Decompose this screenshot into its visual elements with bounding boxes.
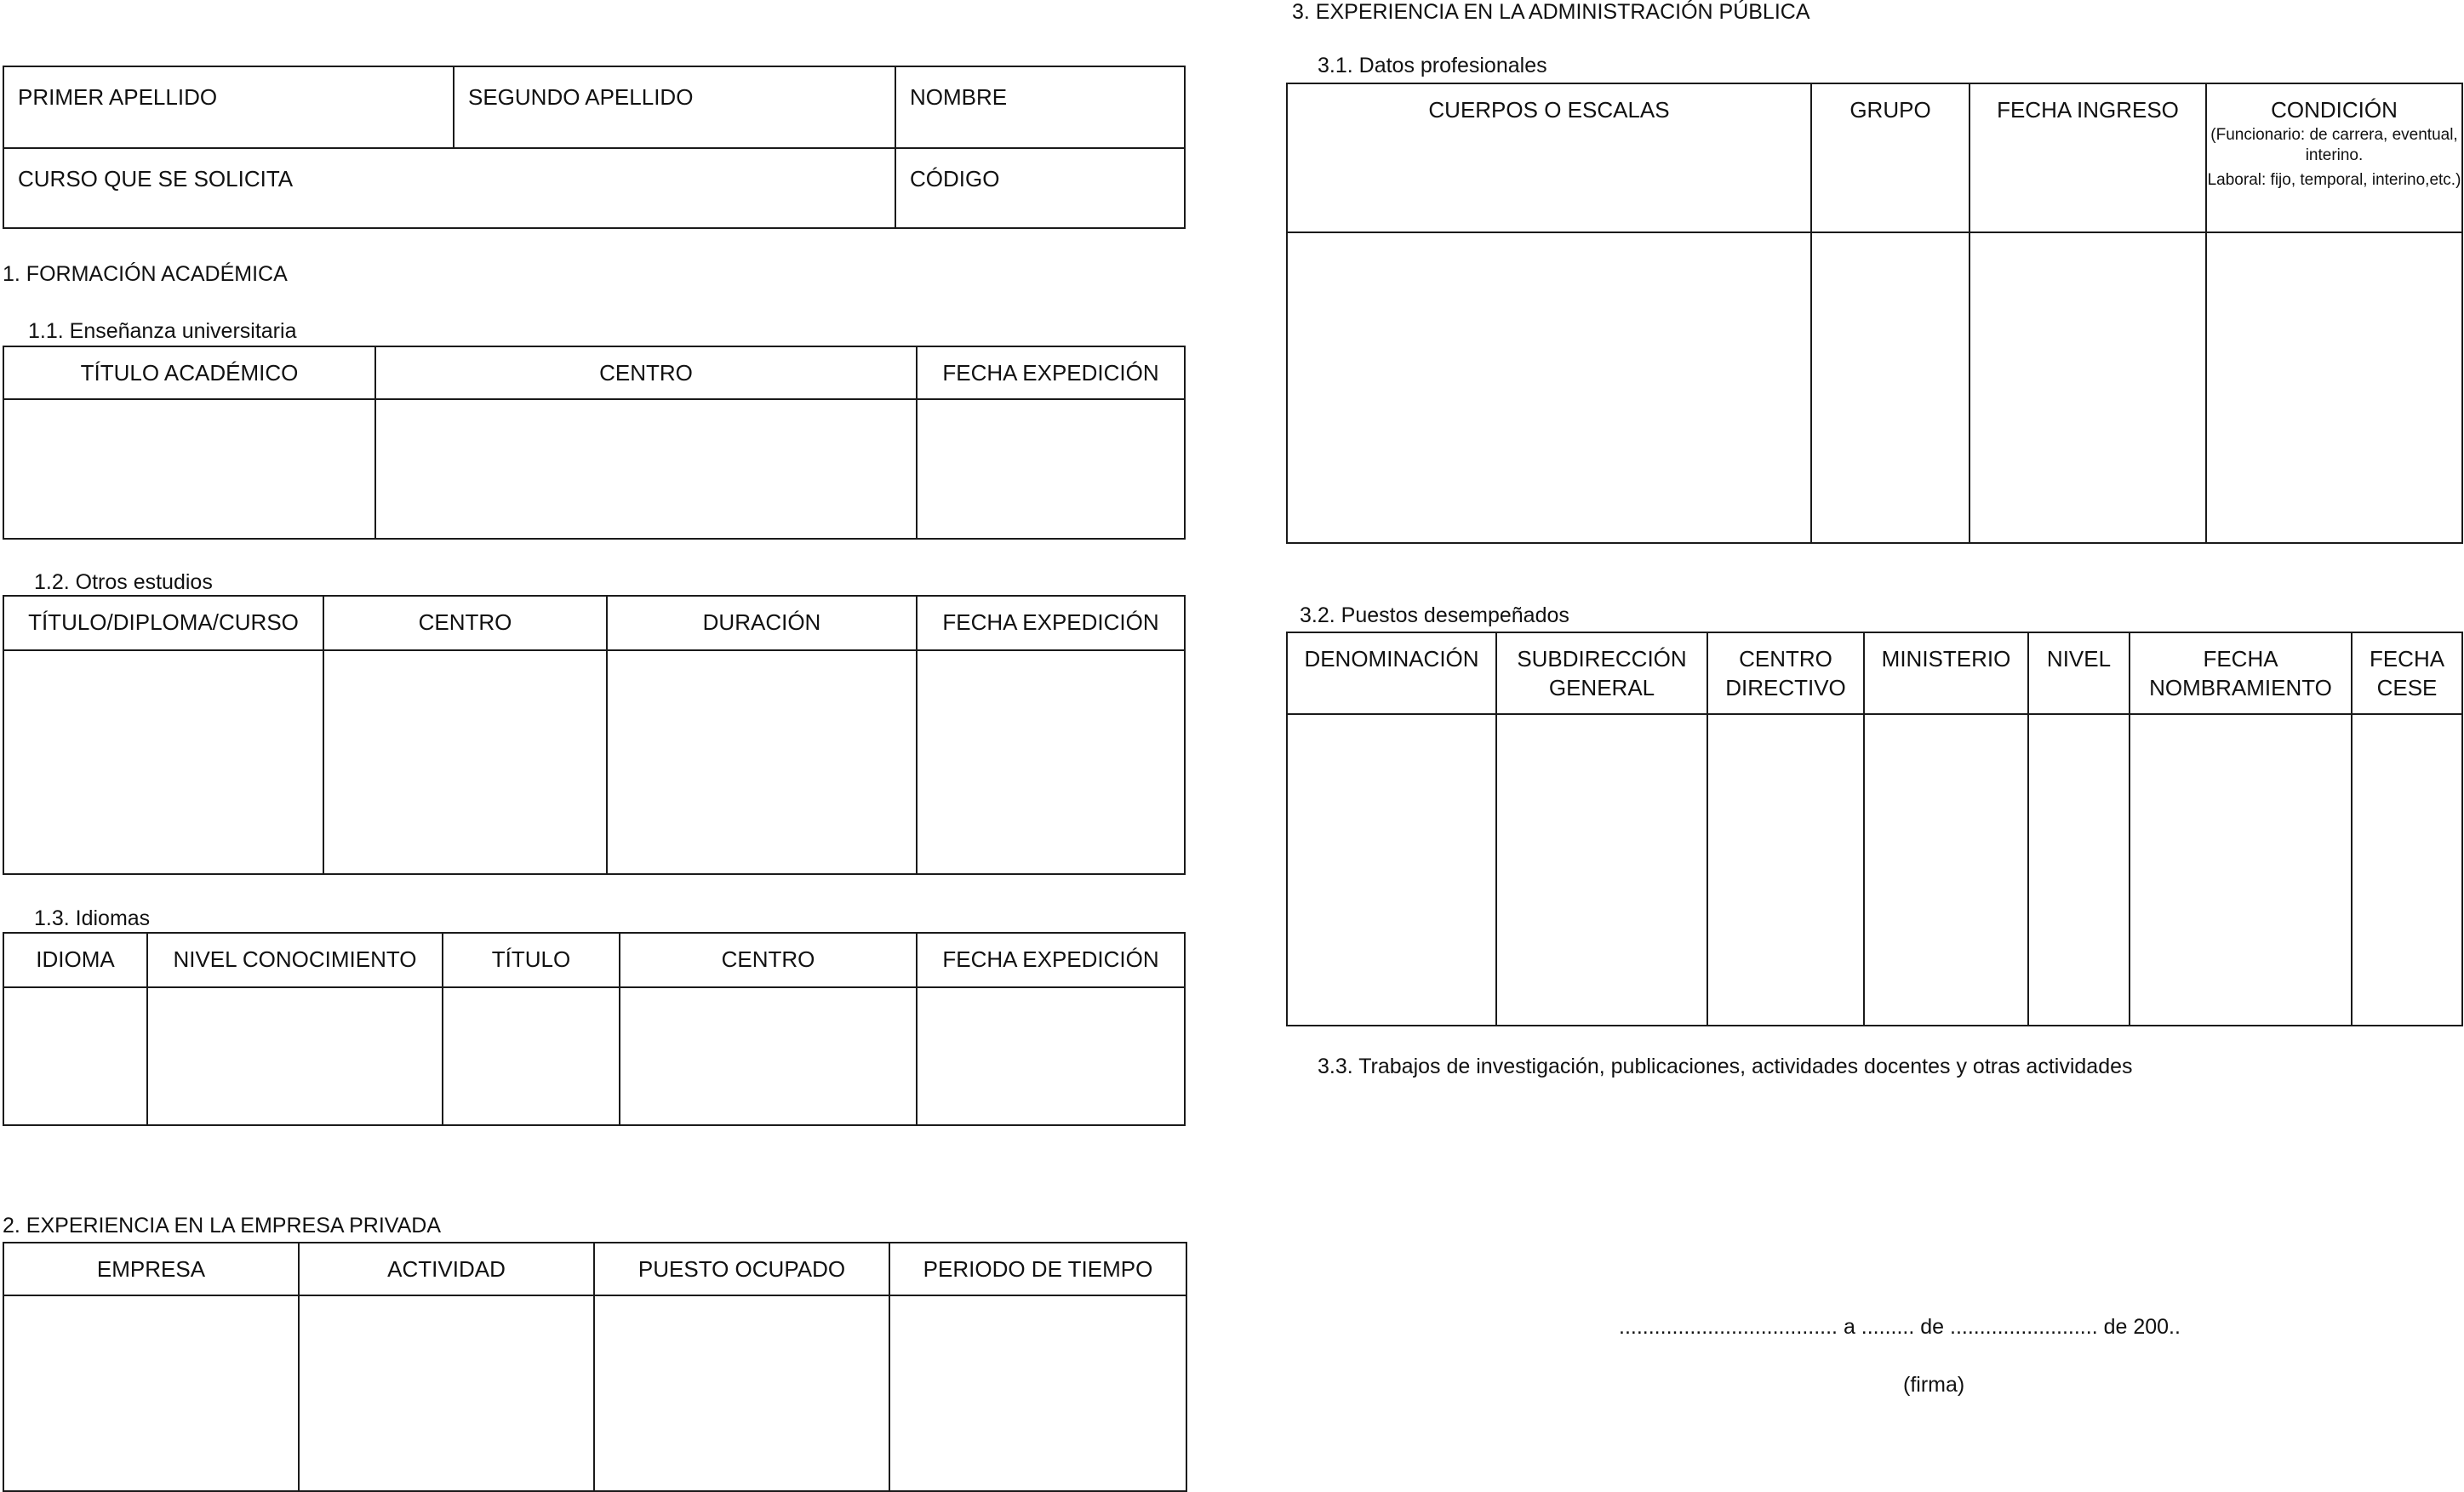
condicion-label: CONDICIÓN bbox=[2271, 97, 2398, 123]
col-periodo-de-tiempo: PERIODO DE TIEMPO bbox=[889, 1243, 1186, 1295]
subdireccion-general-cell[interactable] bbox=[1496, 714, 1707, 1026]
col-denominacion: DENOMINACIÓN bbox=[1287, 632, 1496, 714]
applicant-header-table bbox=[3, 66, 1186, 229]
col-titulo-diploma-curso: TÍTULO/DIPLOMA/CURSO bbox=[3, 596, 323, 650]
empresa-cell[interactable] bbox=[3, 1295, 299, 1491]
segundo-apellido-field[interactable] bbox=[454, 66, 895, 148]
condicion-note-funcionario: (Funcionario: de carrera, eventual, interino. bbox=[2210, 125, 2458, 164]
col-duracion: DURACIÓN bbox=[607, 596, 917, 650]
col-centro: CENTRO bbox=[323, 596, 607, 650]
col-fecha-nombramiento: FECHA NOMBRAMIENTO bbox=[2130, 632, 2352, 714]
nivel-conocimiento-cell[interactable] bbox=[147, 987, 443, 1125]
col-empresa: EMPRESA bbox=[3, 1243, 299, 1295]
firma-label: (firma) bbox=[1903, 1373, 1965, 1397]
duracion-cell[interactable] bbox=[607, 650, 917, 874]
col-nivel: NIVEL bbox=[2028, 632, 2130, 714]
codigo-label: CÓDIGO bbox=[910, 166, 1000, 192]
col-subdireccion-general: SUBDIRECCIÓN GENERAL bbox=[1496, 632, 1707, 714]
col-fecha-expedicion: FECHA EXPEDICIÓN bbox=[917, 933, 1185, 987]
section-1-3-title: 1.3. Idiomas bbox=[34, 906, 151, 930]
col-grupo: GRUPO bbox=[1811, 83, 1969, 232]
section-2-title: 2. EXPERIENCIA EN LA EMPRESA PRIVADA bbox=[3, 1214, 442, 1238]
primer-apellido-field[interactable] bbox=[3, 66, 454, 148]
denominacion-cell[interactable] bbox=[1287, 714, 1496, 1026]
section-3-1-title: 3.1. Datos profesionales bbox=[1318, 54, 1547, 77]
col-centro-directivo: CENTRO DIRECTIVO bbox=[1707, 632, 1864, 714]
nombre-label: NOMBRE bbox=[910, 84, 1008, 110]
fecha-nombramiento-cell[interactable] bbox=[2130, 714, 2352, 1026]
fecha-expedicion-cell[interactable] bbox=[917, 987, 1185, 1125]
ministerio-cell[interactable] bbox=[1864, 714, 2028, 1026]
centro-cell[interactable] bbox=[375, 399, 917, 539]
section-3-3-title: 3.3. Trabajos de investigación, publicaciones, actividades docentes y otras actividades bbox=[1318, 1055, 2133, 1078]
grupo-cell[interactable] bbox=[1811, 232, 1969, 543]
col-fecha-expedicion: FECHA EXPEDICIÓN bbox=[917, 596, 1185, 650]
place-date-line[interactable]: ..................................... a ......... de ......................... de 200.. bbox=[1619, 1315, 2181, 1339]
section-1-title: 1. FORMACIÓN ACADÉMICA bbox=[3, 262, 288, 286]
empresa-privada-table bbox=[3, 1242, 1187, 1492]
codigo-field[interactable] bbox=[895, 148, 1185, 228]
nivel-cell[interactable] bbox=[2028, 714, 2130, 1026]
col-titulo: TÍTULO bbox=[443, 933, 620, 987]
titulo-cell[interactable] bbox=[443, 987, 620, 1125]
fecha-expedicion-cell[interactable] bbox=[917, 399, 1185, 539]
col-titulo-academico: TÍTULO ACADÉMICO bbox=[3, 346, 375, 399]
section-3-2-title: 3.2. Puestos desempeñados bbox=[1300, 603, 1569, 627]
section-3-title: 3. EXPERIENCIA EN LA ADMINISTRACIÓN PÚBLICA bbox=[1292, 0, 1810, 24]
titulo-diploma-cell[interactable] bbox=[3, 650, 323, 874]
col-ministerio: MINISTERIO bbox=[1864, 632, 2028, 714]
fecha-ingreso-cell[interactable] bbox=[1969, 232, 2206, 543]
col-actividad: ACTIVIDAD bbox=[299, 1243, 594, 1295]
fecha-cese-cell[interactable] bbox=[2352, 714, 2462, 1026]
nombre-field[interactable] bbox=[895, 66, 1185, 148]
titulo-academico-cell[interactable] bbox=[3, 399, 375, 539]
idiomas-table bbox=[3, 932, 1186, 1126]
idioma-cell[interactable] bbox=[3, 987, 147, 1125]
curso-label: CURSO QUE SE SOLICITA bbox=[18, 166, 294, 192]
cuerpos-escalas-cell[interactable] bbox=[1287, 232, 1811, 543]
ensenanza-universitaria-table bbox=[3, 346, 1186, 540]
actividad-cell[interactable] bbox=[299, 1295, 594, 1491]
otros-estudios-table bbox=[3, 595, 1186, 875]
section-1-2-title: 1.2. Otros estudios bbox=[34, 570, 213, 594]
col-centro: CENTRO bbox=[375, 346, 917, 399]
puestos-desempenados-table bbox=[1286, 632, 2463, 1026]
col-puesto-ocupado: PUESTO OCUPADO bbox=[594, 1243, 889, 1295]
col-fecha-cese: FECHA CESE bbox=[2352, 632, 2462, 714]
centro-directivo-cell[interactable] bbox=[1707, 714, 1864, 1026]
col-fecha-expedicion: FECHA EXPEDICIÓN bbox=[917, 346, 1185, 399]
periodo-de-tiempo-cell[interactable] bbox=[889, 1295, 1186, 1491]
col-fecha-ingreso: FECHA INGRESO bbox=[1969, 83, 2206, 232]
condicion-cell[interactable] bbox=[2206, 232, 2462, 543]
col-cuerpos-o-escalas: CUERPOS O ESCALAS bbox=[1287, 83, 1811, 232]
centro-cell[interactable] bbox=[620, 987, 917, 1125]
col-condicion bbox=[2206, 83, 2462, 232]
col-idioma: IDIOMA bbox=[3, 933, 147, 987]
col-centro: CENTRO bbox=[620, 933, 917, 987]
datos-profesionales-table bbox=[1286, 83, 2463, 544]
segundo-apellido-label: SEGUNDO APELLIDO bbox=[468, 84, 694, 110]
centro-cell[interactable] bbox=[323, 650, 607, 874]
fecha-expedicion-cell[interactable] bbox=[917, 650, 1185, 874]
section-1-1-title: 1.1. Enseñanza universitaria bbox=[28, 319, 297, 343]
primer-apellido-label: PRIMER APELLIDO bbox=[18, 84, 218, 110]
condicion-note-laboral: Laboral: fijo, temporal, interino,etc.) bbox=[2207, 171, 2461, 190]
col-nivel-conocimiento: NIVEL CONOCIMIENTO bbox=[147, 933, 443, 987]
curso-field[interactable] bbox=[3, 148, 895, 228]
puesto-ocupado-cell[interactable] bbox=[594, 1295, 889, 1491]
